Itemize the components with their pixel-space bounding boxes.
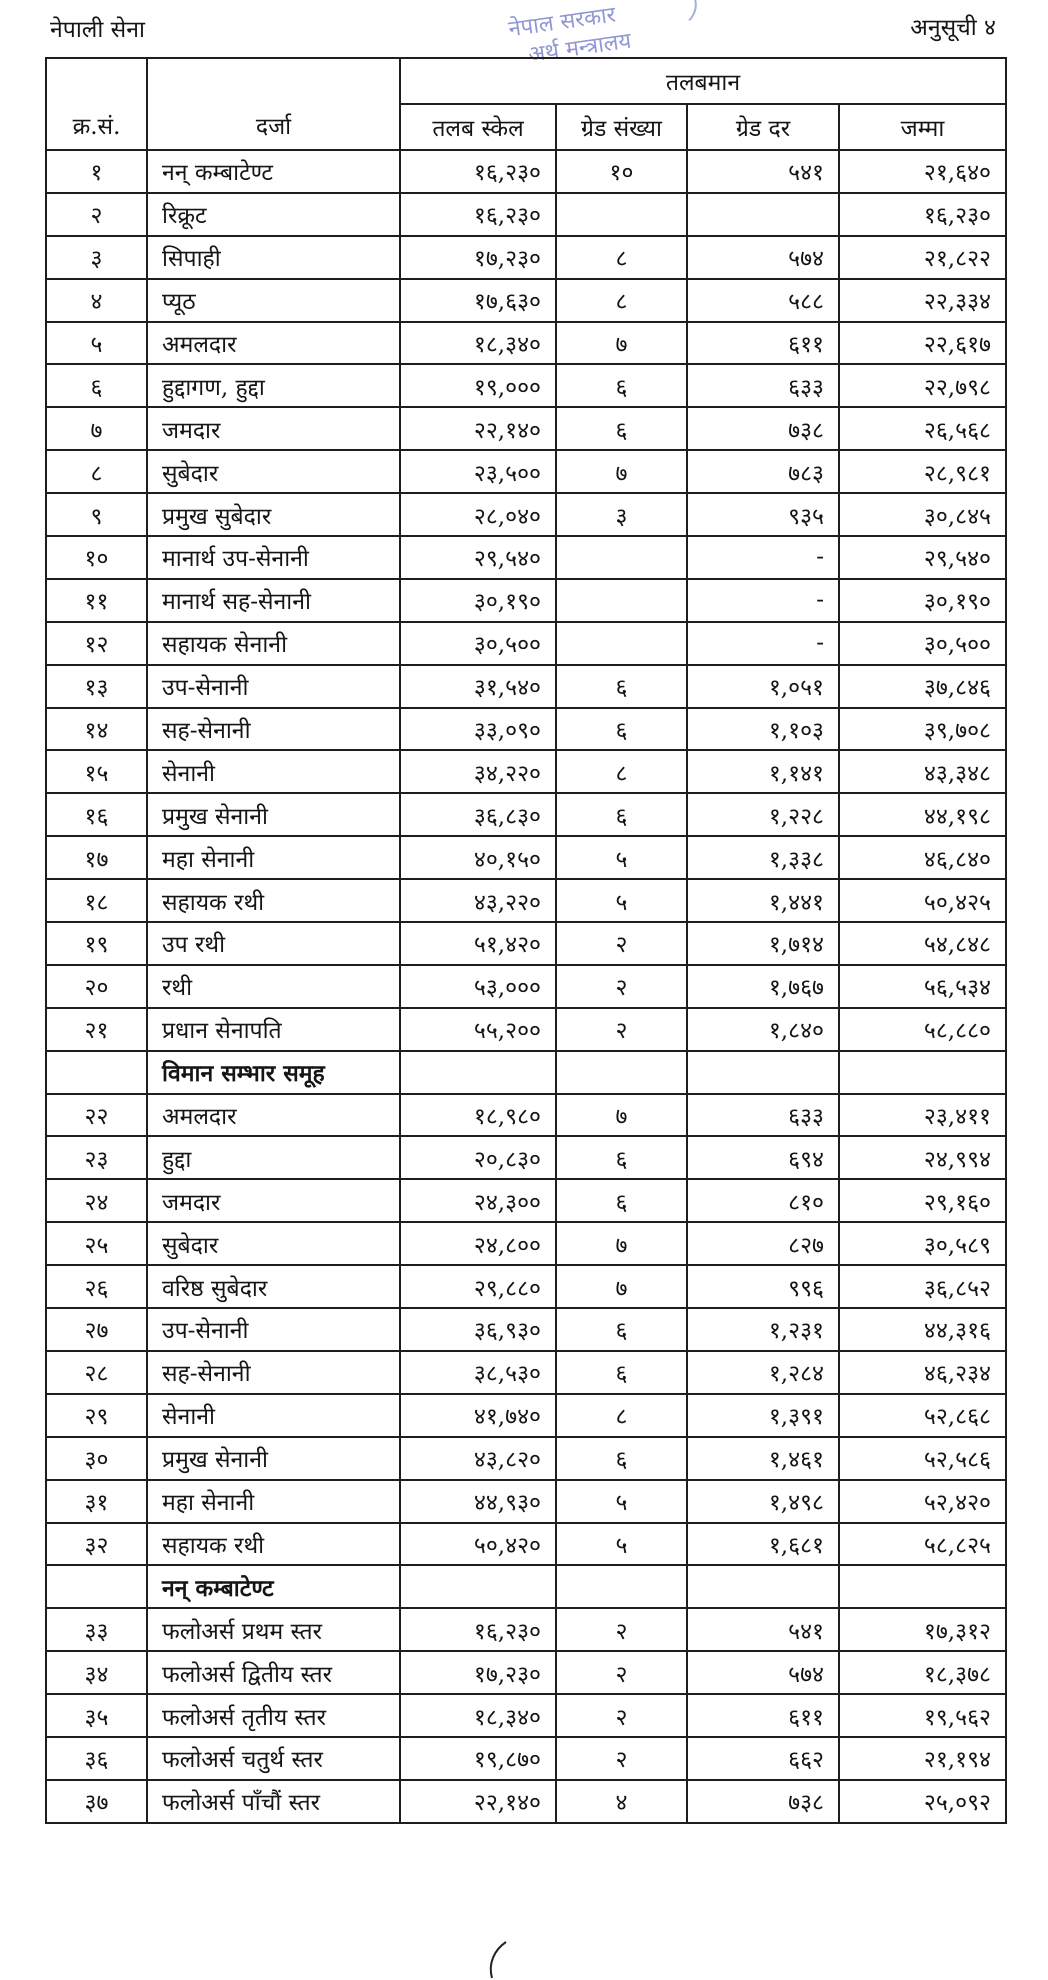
cell-grade-count: ७	[556, 322, 687, 365]
cell-sn: ११	[46, 579, 147, 622]
cell-rank: प्यूठ	[147, 279, 400, 322]
cell-rank: प्रमुख सुबेदार	[147, 493, 400, 536]
cell-rank: जमदार	[147, 1179, 400, 1222]
empty-cell	[556, 1565, 687, 1608]
cell-grade-count: ६	[556, 1136, 687, 1179]
cell-grade-rate: १,३३८	[687, 836, 839, 879]
cell-total: ३०,८४५	[839, 493, 1006, 536]
table-row	[46, 1394, 1006, 1437]
cell-sn: ९	[46, 493, 147, 536]
cell-scale: १६,२३०	[400, 150, 556, 193]
cell-grade-count: २	[556, 1008, 687, 1051]
cell-scale: ३३,०९०	[400, 708, 556, 751]
cell-sn: २८	[46, 1351, 147, 1394]
table-row	[46, 1308, 1006, 1351]
cell-grade-rate: १,२२८	[687, 793, 839, 836]
empty-cell	[46, 1565, 147, 1608]
cell-rank: प्रमुख सेनानी	[147, 1437, 400, 1480]
table-row	[46, 879, 1006, 922]
cell-total: ३०,५८९	[839, 1222, 1006, 1265]
cell-rank: फलोअर्स चतुर्थ स्तर	[147, 1737, 400, 1780]
schedule-number: अनुसूची ४	[910, 15, 996, 41]
cell-total: २१,६४०	[839, 150, 1006, 193]
cell-grade-rate: ८१०	[687, 1179, 839, 1222]
cell-total: ४४,१९८	[839, 793, 1006, 836]
cell-total: ५८,८२५	[839, 1523, 1006, 1566]
cell-rank: अमलदार	[147, 322, 400, 365]
cell-scale: १८,३४०	[400, 1694, 556, 1737]
table-row	[46, 793, 1006, 836]
cell-grade-rate: ७३८	[687, 1780, 839, 1823]
cell-grade-count: ३	[556, 493, 687, 536]
cell-scale: १६,२३०	[400, 193, 556, 236]
cell-grade-count: २	[556, 1737, 687, 1780]
cell-rank: उप रथी	[147, 922, 400, 965]
table-row	[46, 1780, 1006, 1823]
table-row	[46, 1651, 1006, 1694]
cell-sn: ३०	[46, 1437, 147, 1480]
cell-scale: १९,०००	[400, 364, 556, 407]
cell-rank: सेनानी	[147, 1394, 400, 1437]
cell-scale: १९,८७०	[400, 1737, 556, 1780]
cell-scale: १७,६३०	[400, 279, 556, 322]
cell-grade-rate: ६११	[687, 1694, 839, 1737]
cell-sn: ३२	[46, 1523, 147, 1566]
stamp-line-2: अर्थ मन्त्रालय	[526, 28, 633, 68]
table-row	[46, 193, 1006, 236]
cell-sn: ३	[46, 236, 147, 279]
col-header-grade-rate: ग्रेड दर	[687, 104, 839, 150]
cell-scale: ३४,२२०	[400, 750, 556, 793]
empty-cell	[400, 1565, 556, 1608]
col-header-scale: तलब स्केल	[400, 104, 556, 150]
cell-grade-rate: १,४६१	[687, 1437, 839, 1480]
cell-grade-rate: ५४१	[687, 150, 839, 193]
cell-scale: ४४,९३०	[400, 1480, 556, 1523]
cell-total: ३७,८४६	[839, 665, 1006, 708]
empty-cell	[839, 1565, 1006, 1608]
table-header	[46, 58, 1006, 150]
cell-rank: सुबेदार	[147, 1222, 400, 1265]
cell-sn: ४	[46, 279, 147, 322]
cell-sn: २४	[46, 1179, 147, 1222]
table-row	[46, 1265, 1006, 1308]
table-body	[46, 150, 1006, 1823]
cell-rank: जमदार	[147, 407, 400, 450]
cell-total: ४४,३१६	[839, 1308, 1006, 1351]
empty-cell	[687, 1565, 839, 1608]
cell-scale: ५०,४२०	[400, 1523, 556, 1566]
group-row	[46, 1565, 1006, 1608]
cell-rank: सेनानी	[147, 750, 400, 793]
cell-total: ५८,८८०	[839, 1008, 1006, 1051]
table-row	[46, 1608, 1006, 1651]
cell-grade-count: १०	[556, 150, 687, 193]
cell-grade-count: ५	[556, 1480, 687, 1523]
signature-mark	[484, 1940, 514, 1980]
cell-sn: ३५	[46, 1694, 147, 1737]
cell-total: ५२,४२०	[839, 1480, 1006, 1523]
stamp-arc	[620, 0, 701, 39]
cell-grade-rate: १,७१४	[687, 922, 839, 965]
cell-grade-count: ६	[556, 1308, 687, 1351]
cell-total: २९,१६०	[839, 1179, 1006, 1222]
cell-sn: १५	[46, 750, 147, 793]
cell-total: २१,८२२	[839, 236, 1006, 279]
table-row	[46, 536, 1006, 579]
table-row	[46, 150, 1006, 193]
table-row	[46, 1008, 1006, 1051]
cell-rank: फलोअर्स तृतीय स्तर	[147, 1694, 400, 1737]
cell-sn: ७	[46, 407, 147, 450]
cell-total: ३०,५००	[839, 622, 1006, 665]
cell-sn: १८	[46, 879, 147, 922]
cell-total: २९,५४०	[839, 536, 1006, 579]
cell-grade-rate: ५७४	[687, 236, 839, 279]
cell-scale: २०,८३०	[400, 1136, 556, 1179]
cell-rank: सहायक सेनानी	[147, 622, 400, 665]
group-title: विमान सम्भार समूह	[147, 1051, 400, 1094]
cell-sn: १	[46, 150, 147, 193]
cell-rank: उप-सेनानी	[147, 665, 400, 708]
cell-total: ५०,४२५	[839, 879, 1006, 922]
table-row	[46, 407, 1006, 450]
cell-grade-rate: १,२८४	[687, 1351, 839, 1394]
table-row	[46, 493, 1006, 536]
col-header-rank: दर्जा	[147, 58, 400, 150]
cell-grade-count	[556, 193, 687, 236]
cell-scale: ३०,१९०	[400, 579, 556, 622]
cell-rank: फलोअर्स पाँचौं स्तर	[147, 1780, 400, 1823]
col-header-total: जम्मा	[839, 104, 1006, 150]
cell-sn: ३३	[46, 1608, 147, 1651]
cell-scale: २४,३००	[400, 1179, 556, 1222]
cell-grade-count: २	[556, 965, 687, 1008]
cell-scale: ३६,९३०	[400, 1308, 556, 1351]
cell-grade-count: ६	[556, 1437, 687, 1480]
cell-grade-rate: ९३५	[687, 493, 839, 536]
cell-sn: २९	[46, 1394, 147, 1437]
cell-grade-count: २	[556, 922, 687, 965]
cell-grade-rate	[687, 193, 839, 236]
cell-total: १६,२३०	[839, 193, 1006, 236]
table-row	[46, 1222, 1006, 1265]
cell-grade-count: ७	[556, 1094, 687, 1137]
table-row	[46, 750, 1006, 793]
cell-scale: ५५,२००	[400, 1008, 556, 1051]
cell-scale: २८,०४०	[400, 493, 556, 536]
cell-total: २२,३३४	[839, 279, 1006, 322]
cell-sn: २१	[46, 1008, 147, 1051]
cell-rank: महा सेनानी	[147, 836, 400, 879]
cell-grade-rate: १,१४१	[687, 750, 839, 793]
cell-grade-count: ८	[556, 1394, 687, 1437]
table-row	[46, 322, 1006, 365]
cell-grade-rate: १,६८१	[687, 1523, 839, 1566]
cell-grade-rate: ६३३	[687, 1094, 839, 1137]
cell-scale: २९,५४०	[400, 536, 556, 579]
cell-grade-rate: १,२३१	[687, 1308, 839, 1351]
cell-grade-rate: १,८४०	[687, 1008, 839, 1051]
cell-scale: १७,२३०	[400, 236, 556, 279]
table-row	[46, 579, 1006, 622]
col-header-salary-group: तलबमान	[400, 58, 1006, 104]
cell-rank: महा सेनानी	[147, 1480, 400, 1523]
table-row	[46, 1179, 1006, 1222]
cell-total: ४६,२३४	[839, 1351, 1006, 1394]
cell-rank: सह-सेनानी	[147, 1351, 400, 1394]
cell-grade-rate: ५८८	[687, 279, 839, 322]
cell-sn: २७	[46, 1308, 147, 1351]
table-row	[46, 1351, 1006, 1394]
table-row	[46, 1480, 1006, 1523]
table-row	[46, 1737, 1006, 1780]
salary-table	[45, 57, 1007, 1824]
cell-grade-count: ६	[556, 793, 687, 836]
cell-sn: १४	[46, 708, 147, 751]
cell-grade-count	[556, 579, 687, 622]
cell-total: २५,०९२	[839, 1780, 1006, 1823]
cell-sn: ६	[46, 364, 147, 407]
cell-grade-rate: ५७४	[687, 1651, 839, 1694]
cell-grade-rate: ६६२	[687, 1737, 839, 1780]
cell-sn: ५	[46, 322, 147, 365]
cell-grade-rate: १,७६७	[687, 965, 839, 1008]
cell-grade-count: ६	[556, 407, 687, 450]
cell-grade-count	[556, 622, 687, 665]
cell-total: २४,९९४	[839, 1136, 1006, 1179]
table-row	[46, 1094, 1006, 1137]
table-row	[46, 1523, 1006, 1566]
cell-total: ५६,५३४	[839, 965, 1006, 1008]
cell-total: ३९,७०८	[839, 708, 1006, 751]
cell-grade-count: ६	[556, 1179, 687, 1222]
cell-grade-rate: १,१०३	[687, 708, 839, 751]
cell-sn: ३६	[46, 1737, 147, 1780]
cell-grade-count: ५	[556, 879, 687, 922]
cell-scale: ५३,०००	[400, 965, 556, 1008]
cell-total: २८,९८१	[839, 450, 1006, 493]
cell-scale: ४३,८२०	[400, 1437, 556, 1480]
cell-rank: नन् कम्बाटेण्ट	[147, 150, 400, 193]
cell-scale: ३६,८३०	[400, 793, 556, 836]
cell-total: ५२,८६८	[839, 1394, 1006, 1437]
cell-total: ३०,१९०	[839, 579, 1006, 622]
cell-scale: २२,१४०	[400, 407, 556, 450]
cell-sn: २२	[46, 1094, 147, 1137]
cell-sn: १२	[46, 622, 147, 665]
cell-scale: ३१,५४०	[400, 665, 556, 708]
cell-rank: फलोअर्स द्वितीय स्तर	[147, 1651, 400, 1694]
cell-scale: ४३,२२०	[400, 879, 556, 922]
cell-total: ५२,५८६	[839, 1437, 1006, 1480]
cell-grade-count: ८	[556, 750, 687, 793]
cell-rank: मानार्थ सह-सेनानी	[147, 579, 400, 622]
cell-grade-rate: ६११	[687, 322, 839, 365]
cell-rank: मानार्थ उप-सेनानी	[147, 536, 400, 579]
cell-grade-count: ५	[556, 1523, 687, 1566]
cell-rank: प्रमुख सेनानी	[147, 793, 400, 836]
cell-scale: २२,१४०	[400, 1780, 556, 1823]
cell-scale: १८,९८०	[400, 1094, 556, 1137]
cell-scale: १८,३४०	[400, 322, 556, 365]
cell-grade-count: ६	[556, 665, 687, 708]
cell-grade-rate: ७८३	[687, 450, 839, 493]
cell-rank: उप-सेनानी	[147, 1308, 400, 1351]
cell-grade-rate: ८२७	[687, 1222, 839, 1265]
cell-scale: ५१,४२०	[400, 922, 556, 965]
cell-grade-count: ६	[556, 708, 687, 751]
cell-grade-rate: ७३८	[687, 407, 839, 450]
cell-grade-count: ६	[556, 1351, 687, 1394]
cell-sn: १९	[46, 922, 147, 965]
cell-rank: रथी	[147, 965, 400, 1008]
cell-total: ४६,८४०	[839, 836, 1006, 879]
cell-grade-rate: १,४४१	[687, 879, 839, 922]
cell-sn: १३	[46, 665, 147, 708]
table-row	[46, 1437, 1006, 1480]
cell-grade-count: ५	[556, 836, 687, 879]
cell-grade-rate: १,४९८	[687, 1480, 839, 1523]
cell-scale: ३०,५००	[400, 622, 556, 665]
cell-grade-rate: -	[687, 579, 839, 622]
cell-rank: सुबेदार	[147, 450, 400, 493]
empty-cell	[46, 1051, 147, 1094]
cell-rank: सिपाही	[147, 236, 400, 279]
cell-grade-rate: ५४१	[687, 1608, 839, 1651]
cell-grade-count: २	[556, 1651, 687, 1694]
cell-grade-count: ७	[556, 450, 687, 493]
table-row	[46, 708, 1006, 751]
table-row	[46, 279, 1006, 322]
table-row	[46, 665, 1006, 708]
cell-total: २६,५६८	[839, 407, 1006, 450]
cell-grade-count: ६	[556, 364, 687, 407]
cell-total: २१,१९४	[839, 1737, 1006, 1780]
cell-sn: १०	[46, 536, 147, 579]
cell-grade-count: २	[556, 1694, 687, 1737]
cell-total: २२,६१७	[839, 322, 1006, 365]
cell-rank: सहायक रथी	[147, 1523, 400, 1566]
empty-cell	[839, 1051, 1006, 1094]
cell-rank: सहायक रथी	[147, 879, 400, 922]
cell-rank: हुद्दा	[147, 1136, 400, 1179]
cell-rank: फलोअर्स प्रथम स्तर	[147, 1608, 400, 1651]
cell-grade-count: ४	[556, 1780, 687, 1823]
table-row	[46, 836, 1006, 879]
cell-grade-rate: ६९४	[687, 1136, 839, 1179]
cell-sn: १६	[46, 793, 147, 836]
cell-sn: ८	[46, 450, 147, 493]
cell-sn: २६	[46, 1265, 147, 1308]
cell-scale: १७,२३०	[400, 1651, 556, 1694]
cell-total: ३६,८५२	[839, 1265, 1006, 1308]
cell-grade-rate: १,३९१	[687, 1394, 839, 1437]
cell-rank: रिक्रूट	[147, 193, 400, 236]
cell-scale: ३८,५३०	[400, 1351, 556, 1394]
cell-grade-rate: -	[687, 536, 839, 579]
page-header-left: नेपाली सेना	[50, 17, 145, 43]
cell-grade-count: २	[556, 1608, 687, 1651]
cell-grade-rate: ९९६	[687, 1265, 839, 1308]
table-row	[46, 1136, 1006, 1179]
cell-total: ४३,३४८	[839, 750, 1006, 793]
table-row	[46, 965, 1006, 1008]
group-title: नन् कम्बाटेण्ट	[147, 1565, 400, 1608]
cell-scale: १६,२३०	[400, 1608, 556, 1651]
col-header-grade-count: ग्रेड संख्या	[556, 104, 687, 150]
cell-total: १९,५६२	[839, 1694, 1006, 1737]
cell-grade-rate: -	[687, 622, 839, 665]
cell-sn: ३७	[46, 1780, 147, 1823]
cell-total: १७,३१२	[839, 1608, 1006, 1651]
cell-rank: हुद्दागण, हुद्दा	[147, 364, 400, 407]
cell-sn: २	[46, 193, 147, 236]
cell-sn: २५	[46, 1222, 147, 1265]
table-row	[46, 364, 1006, 407]
cell-grade-rate: १,०५१	[687, 665, 839, 708]
cell-sn: ३४	[46, 1651, 147, 1694]
cell-scale: २३,५००	[400, 450, 556, 493]
cell-scale: २४,८००	[400, 1222, 556, 1265]
cell-grade-count: ७	[556, 1222, 687, 1265]
cell-sn: २३	[46, 1136, 147, 1179]
table-row	[46, 922, 1006, 965]
cell-sn: ३१	[46, 1480, 147, 1523]
cell-rank: प्रधान सेनापति	[147, 1008, 400, 1051]
cell-total: १८,३७८	[839, 1651, 1006, 1694]
cell-rank: वरिष्ठ सुबेदार	[147, 1265, 400, 1308]
cell-rank: अमलदार	[147, 1094, 400, 1137]
cell-scale: ४१,७४०	[400, 1394, 556, 1437]
cell-grade-count: ८	[556, 236, 687, 279]
table-row	[46, 622, 1006, 665]
cell-scale: २९,८८०	[400, 1265, 556, 1308]
cell-grade-count: ७	[556, 1265, 687, 1308]
cell-rank: सह-सेनानी	[147, 708, 400, 751]
cell-total: ५४,८४८	[839, 922, 1006, 965]
empty-cell	[687, 1051, 839, 1094]
stamp-line-1: नेपाल सरकार	[507, 2, 618, 43]
table-row	[46, 1694, 1006, 1737]
cell-total: २३,४११	[839, 1094, 1006, 1137]
cell-total: २२,७९८	[839, 364, 1006, 407]
table-row	[46, 236, 1006, 279]
table-row	[46, 450, 1006, 493]
cell-scale: ४०,१५०	[400, 836, 556, 879]
empty-cell	[400, 1051, 556, 1094]
cell-grade-count: ८	[556, 279, 687, 322]
cell-grade-rate: ६३३	[687, 364, 839, 407]
col-header-sn: क्र.सं.	[46, 58, 147, 150]
group-row	[46, 1051, 1006, 1094]
cell-grade-count	[556, 536, 687, 579]
empty-cell	[556, 1051, 687, 1094]
cell-sn: २०	[46, 965, 147, 1008]
cell-sn: १७	[46, 836, 147, 879]
